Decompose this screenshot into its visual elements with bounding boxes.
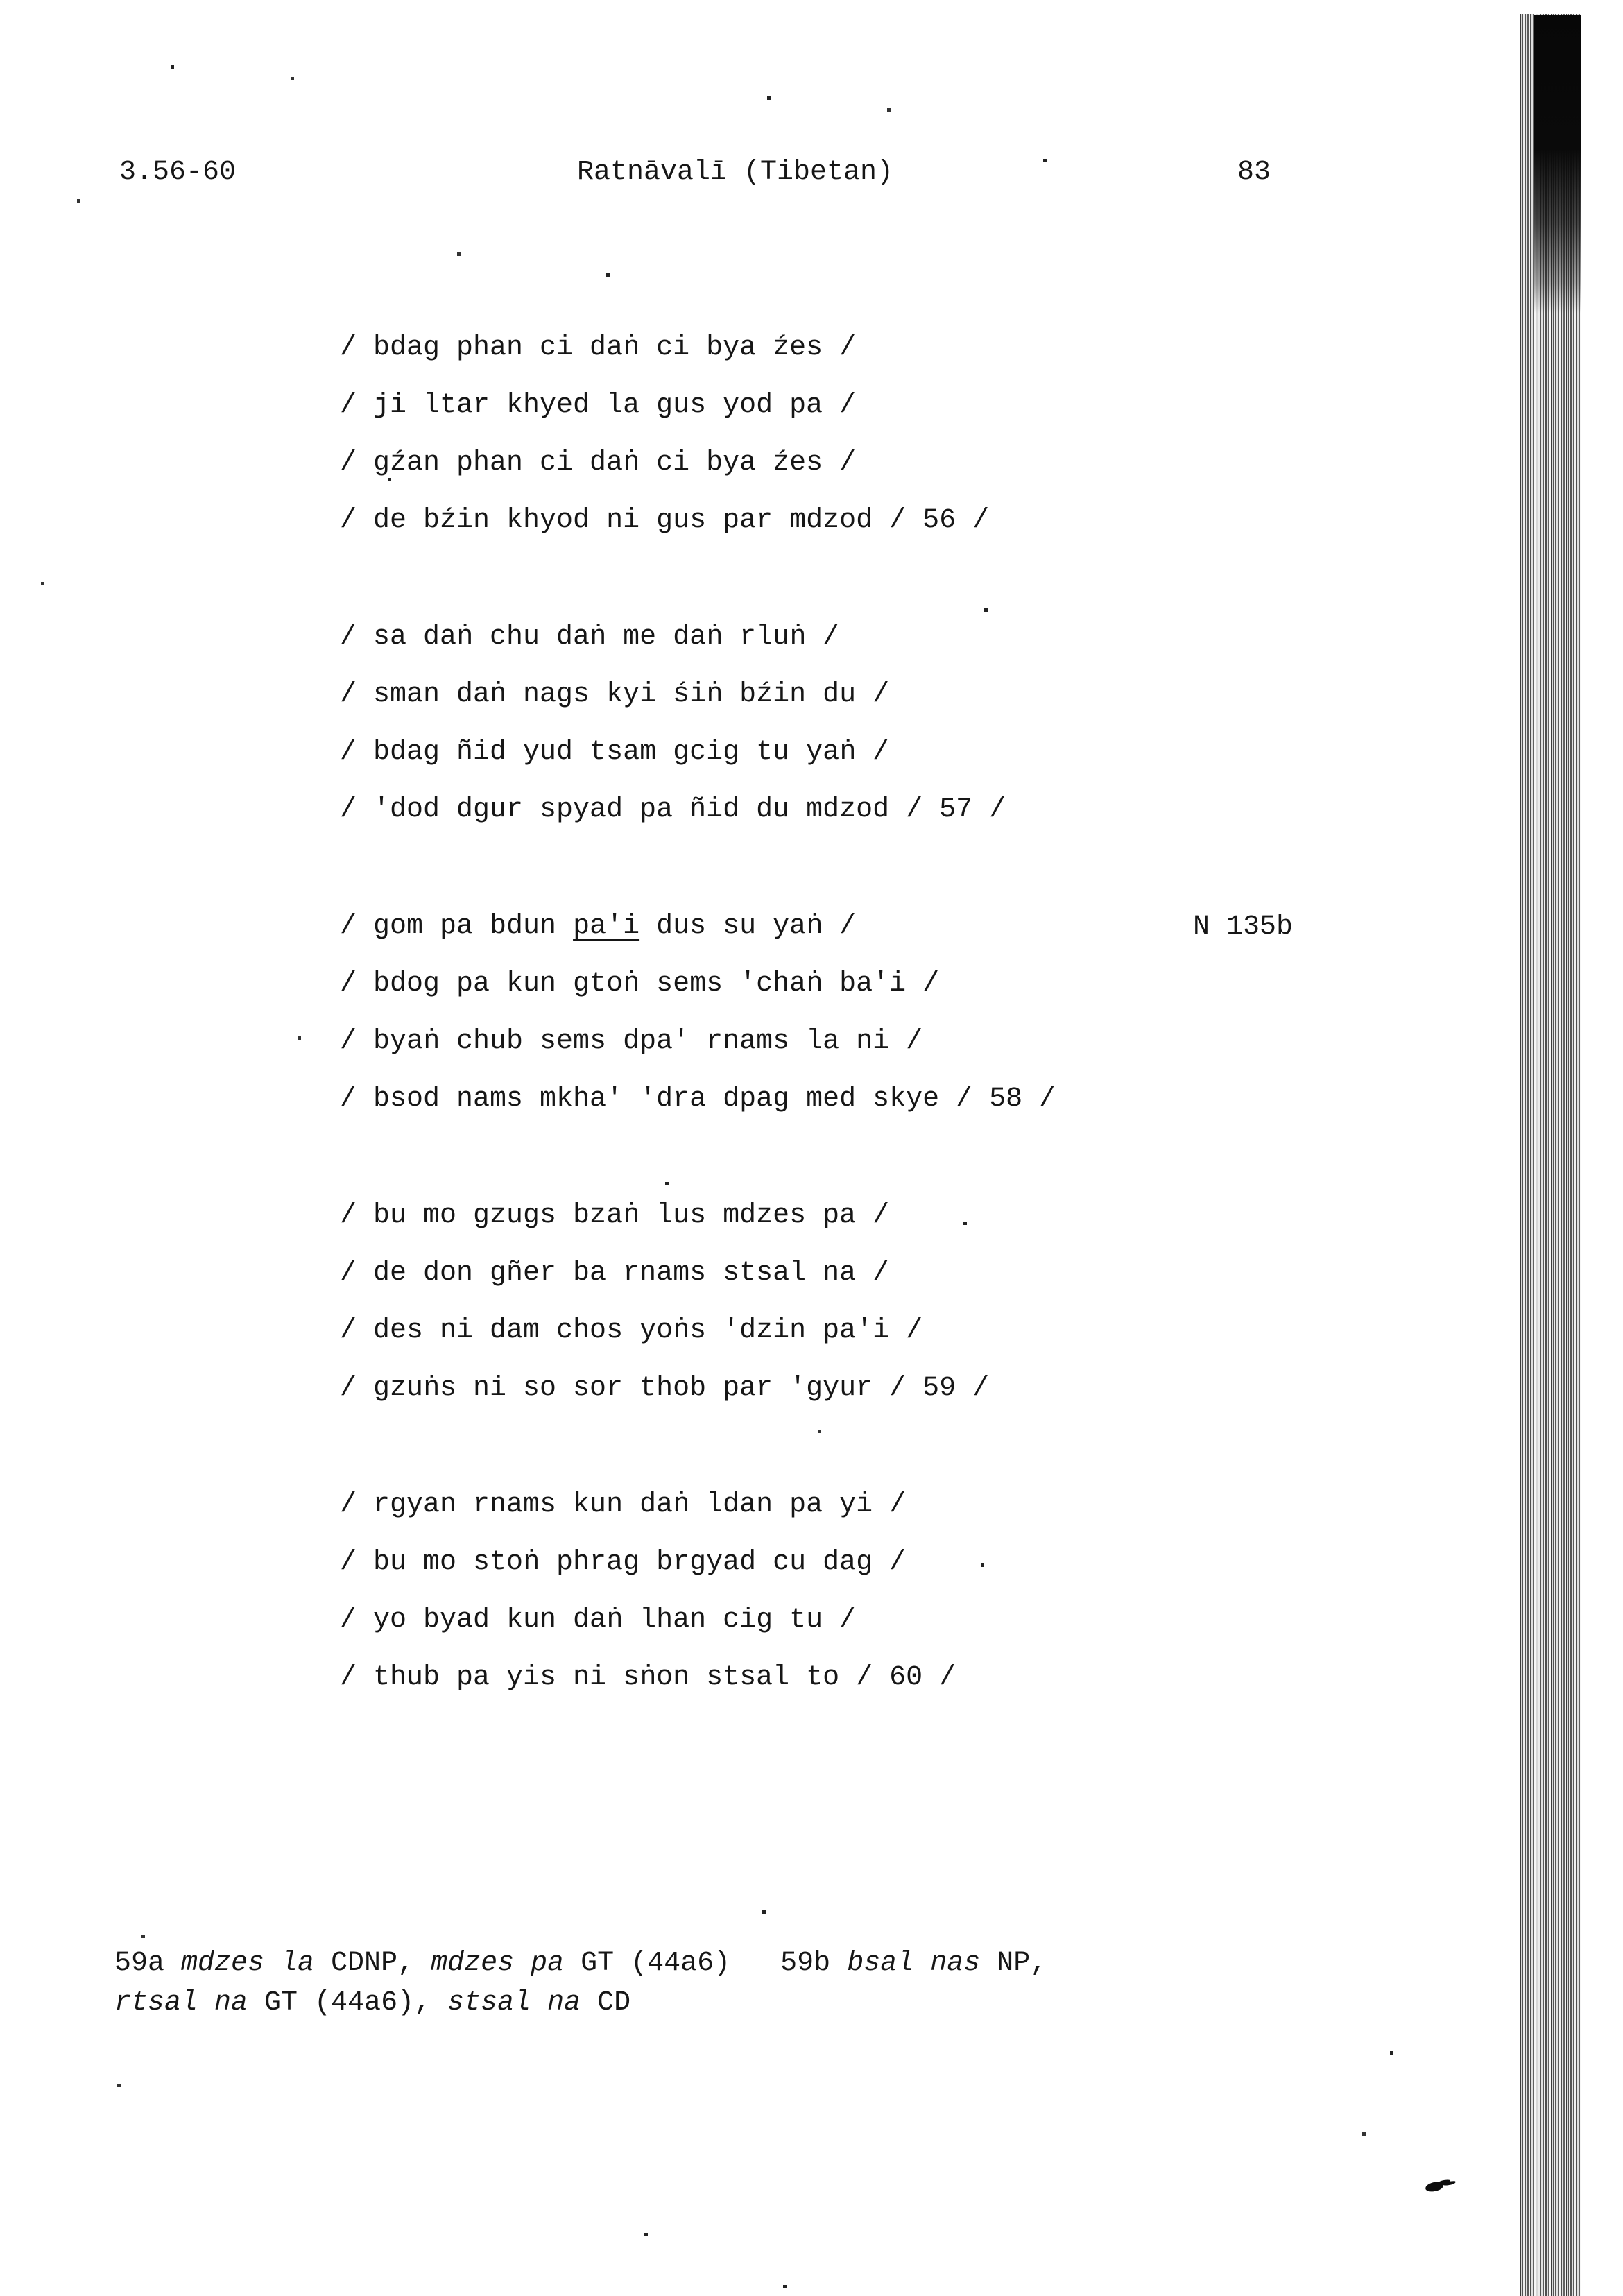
verse-59 (340, 1187, 1056, 1417)
italic-reading: bsal nas (847, 1948, 981, 1979)
verse-line (340, 898, 1056, 955)
text-segment: / gźan phan ci daṅ ci bya źes / (340, 447, 857, 479)
verse-line (340, 1070, 1056, 1128)
text-segment: / bdog pa kun gtoṅ sems 'chaṅ ba'i / (340, 968, 940, 1000)
verse-line (340, 723, 1056, 781)
text-segment: / ji ltar khyed la gus yod pa / (340, 390, 857, 421)
text-segment: / rgyan rnams kun daṅ ldan pa yi / (340, 1489, 907, 1520)
verse-line (340, 1244, 1056, 1302)
text-segment: / bdag phan ci daṅ ci bya źes / (340, 332, 857, 363)
text-segment: / sa daṅ chu daṅ me daṅ rluṅ / (340, 622, 840, 653)
verse-line (340, 781, 1056, 839)
verse-line (340, 1649, 1056, 1706)
text-segment: CD (581, 1987, 631, 2019)
italic-reading: mdzes la (181, 1948, 315, 1979)
folio-margin-note: N 135b (1193, 911, 1294, 943)
text-segment: dus su yaṅ / (639, 911, 857, 942)
italic-reading: mdzes pa (431, 1948, 565, 1979)
verse-line (340, 1476, 1056, 1534)
verse-line (340, 319, 1056, 377)
text-segment: / 'dod dgur spyad pa ñid du mdzod / 57 / (340, 794, 1006, 825)
italic-reading: stsal na (447, 1987, 581, 2019)
text-segment: / de bźin khyod ni gus par mdzod / 56 / (340, 505, 990, 536)
text-segment: / gzuṅs ni so sor thob par 'gyur / 59 / (340, 1373, 990, 1404)
text-segment: / byaṅ chub sems dpa' rnams la ni / (340, 1026, 923, 1057)
ink-blot (1425, 2181, 1444, 2192)
binding-shadow-dark-top (1534, 15, 1581, 314)
text-segment: / gom pa bdun (340, 911, 574, 942)
text-segment: / bu mo stoṅ phrag brgyad cu dag / (340, 1547, 907, 1578)
page-title: Ratnāvalī (Tibetan) (576, 157, 894, 188)
apparatus-line (114, 1983, 1047, 2023)
verse-line (340, 1013, 1056, 1070)
text-segment: / de don gñer ba rnams stsal na / (340, 1258, 890, 1289)
verse-line (340, 608, 1056, 666)
verse-line (340, 492, 1056, 549)
text-segment: / bdag ñid yud tsam gcig tu yaṅ / (340, 737, 890, 768)
underlined-word: pa'i (573, 911, 640, 942)
text-segment: CDNP, (314, 1948, 431, 1979)
text-segment: GT (44a6) 59b (564, 1948, 848, 1979)
text-segment: / thub pa yis ni sṅon stsal to / 60 / (340, 1662, 956, 1693)
page-number: 83 (1237, 157, 1271, 188)
verse-line (340, 1534, 1056, 1591)
scan-speckles (0, 0, 2, 2)
text-segment: 59a (114, 1948, 182, 1979)
verse-line (340, 1187, 1056, 1244)
binding-shadow (1520, 14, 1581, 2296)
text-segment: / sman daṅ nags kyi śiṅ bźin du / (340, 679, 890, 710)
text-segment: GT (44a6), (248, 1987, 448, 2019)
verse-line (340, 1591, 1056, 1649)
text-segment: NP, (980, 1948, 1047, 1979)
verse-line (340, 1302, 1056, 1360)
verse-range-label: 3.56-60 (119, 157, 237, 188)
text-segment: / bsod nams mkha' 'dra dpag med skye / 58 / (340, 1083, 1056, 1115)
text-segment: / bu mo gzugs bzaṅ lus mdzes pa / (340, 1200, 890, 1231)
verse-57 (340, 608, 1056, 839)
verse-56 (340, 319, 1056, 549)
critical-apparatus (114, 1944, 1047, 2023)
verse-section (340, 319, 1056, 1765)
verse-line (340, 666, 1056, 723)
verse-line (340, 434, 1056, 492)
text-segment: / yo byad kun daṅ lhan cig tu / (340, 1604, 857, 1636)
italic-reading: rtsal na (114, 1987, 248, 2019)
verse-line (340, 955, 1056, 1013)
apparatus-line (114, 1944, 1047, 1983)
verse-line (340, 1360, 1056, 1417)
verse-line (340, 377, 1056, 434)
text-segment: / des ni dam chos yoṅs 'dzin pa'i / (340, 1315, 923, 1346)
verse-60 (340, 1476, 1056, 1706)
verse-58 (340, 898, 1056, 1128)
